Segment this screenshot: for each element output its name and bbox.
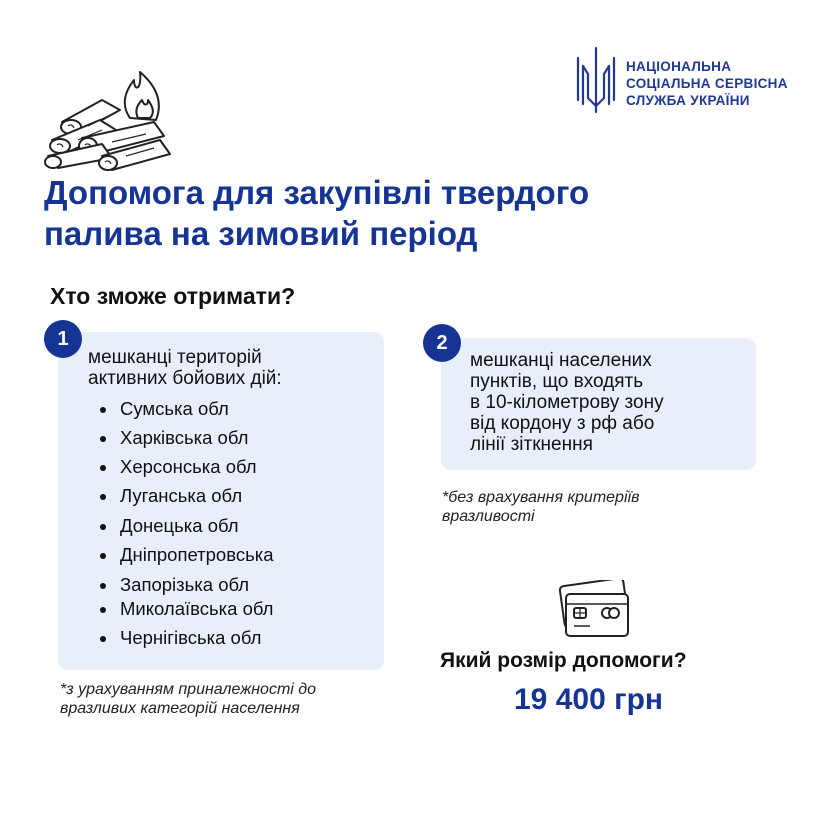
- list-item: [100, 598, 273, 620]
- card2-footnote: [442, 488, 742, 526]
- card2-text-line: від кордону з рф або: [470, 413, 655, 434]
- list-item: [100, 627, 261, 649]
- list-item: [100, 398, 229, 420]
- title-line-2: палива на зимовий період: [44, 215, 478, 252]
- eligibility-heading: Хто зможе отримати?: [50, 283, 296, 309]
- logo-line: СОЦІАЛЬНА СЕРВІСНА: [626, 76, 788, 91]
- card1-footnote: [60, 680, 420, 718]
- footnote-line: *з урахуванням приналежності до: [60, 681, 317, 698]
- logo-line: НАЦІОНАЛЬНА: [626, 59, 732, 74]
- region-label: Миколаївська обл: [120, 598, 274, 619]
- region-label: Харківська обл: [120, 427, 249, 448]
- card2-text-line: мешканці населених: [470, 350, 652, 371]
- card2-description: [470, 350, 740, 455]
- region-label: Сумська обл: [120, 398, 229, 419]
- nssu-logo-text: [626, 58, 788, 109]
- list-item: [100, 544, 274, 566]
- page-title: [44, 172, 764, 254]
- card1-text-line: мешканці територій: [88, 347, 262, 368]
- region-label: Дніпропетровська: [120, 544, 274, 565]
- nssu-logo-icon: [574, 44, 618, 116]
- title-line-1: Допомога для закупівлі твердого: [44, 174, 590, 211]
- card1-description: [88, 347, 368, 389]
- region-label: Херсонська обл: [120, 456, 257, 477]
- logo-line: СЛУЖБА УКРАЇНИ: [626, 93, 750, 108]
- card2-text-line: в 10-кілометрову зону: [470, 392, 664, 413]
- firewood-icon: [42, 60, 182, 175]
- list-item: [100, 485, 242, 507]
- card2-text-line: лінії зіткнення: [470, 434, 593, 455]
- number-badge-1: 1: [44, 320, 82, 358]
- list-item: [100, 456, 257, 478]
- list-item: [100, 515, 239, 537]
- region-label: Чернігівська обл: [120, 627, 262, 648]
- region-label: Луганська обл: [120, 485, 243, 506]
- aid-amount-value: 19 400 грн: [514, 683, 664, 716]
- bank-card-icon: [556, 580, 632, 640]
- footnote-line: вразливих категорій населення: [60, 700, 300, 717]
- region-label: Донецька обл: [120, 515, 239, 536]
- number-badge-2: 2: [423, 324, 461, 362]
- list-item: [100, 574, 249, 596]
- footnote-line: вразливості: [442, 508, 535, 525]
- card1-text-line: активних бойових дій:: [88, 368, 282, 389]
- region-label: Запорізька обл: [120, 574, 250, 595]
- list-item: [100, 427, 248, 449]
- aid-amount-question: Який розмір допомоги?: [440, 649, 687, 672]
- footnote-line: *без врахування критеріїв: [442, 489, 640, 506]
- card2-text-line: пунктів, що входять: [470, 371, 644, 392]
